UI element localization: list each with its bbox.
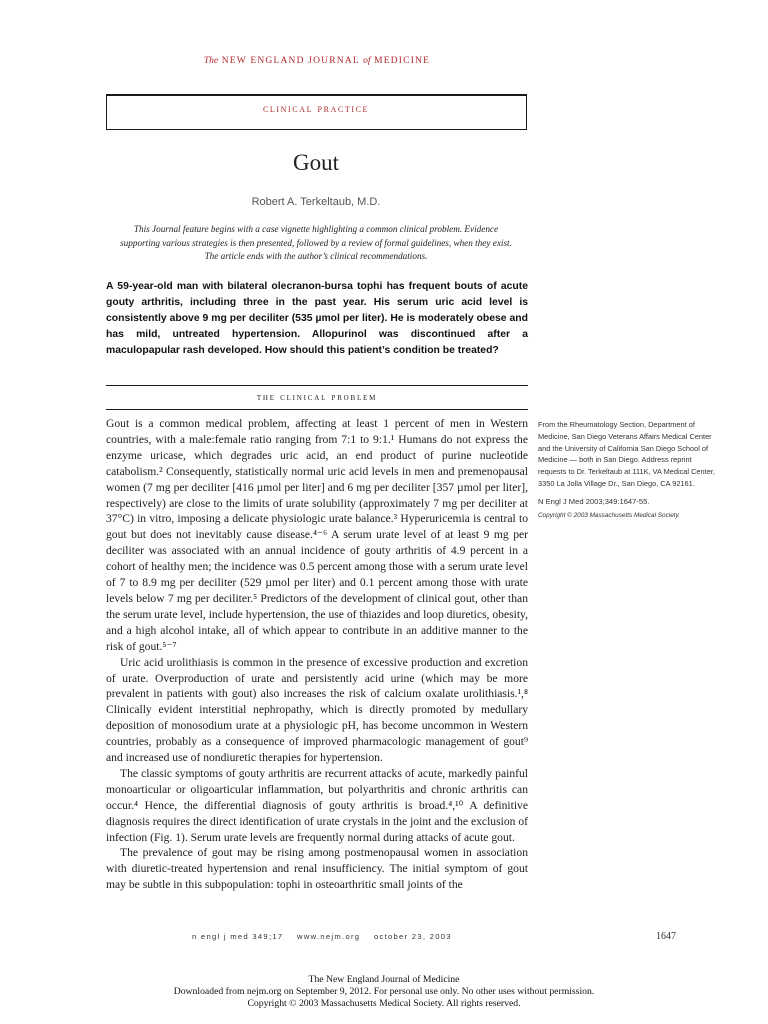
download-footer-notice: Downloaded from nejm.org on September 9, 2012. For personal use only. No other uses without permission. — [173, 986, 595, 998]
body-paragraph: Gout is a common medical problem, affecting at least 1 percent of men in Western countries, with a male:female ratio ranging from 7:1 to 9:1.¹ Humans do not express the enzyme uricase, which degrades uric acid, an end product of purine nucleotide catabolism.² Consequently, statistically normal uric acid levels in men and premenopausal women (7 mg per deciliter [416 µmol per liter] and 6 mg per deciliter [357 µmol per liter], respectively) are close to the limits of urate solubility (approximately 7 mg per deciliter at 37°C) in vitro, imposing a delicate physiologic urate balance.³ Hyperuricemia is central to gout but does not inevitably cause disease.⁴⁻⁶ A serum urate level of at least 9 mg per deciliter was associated with an annual incidence of gouty arthritis of 4.9 percent in a cohort of healthy men; the incidence was 0.5 percent among those with a serum urate level of 7 to 8.9 mg per deciliter (529 µmol per liter) and 0.1 percent among those with urate levels below 7 mg per deciliter.⁵ Predictors of the development of clinical gout, other than the serum urate level, include hypertension, the use of thiazides and loop diuretics, obesity, and a high alcohol intake, all of which appear to contribute in an additive manner to the risk of gout.⁵⁻⁷ — [106, 417, 528, 653]
article-body — [106, 416, 528, 893]
journal-running-head — [0, 56, 634, 66]
download-footer-copyright: Copyright © 2003 Massachusetts Medical Society. All rights reserved. — [247, 998, 521, 1010]
case-vignette: A 59-year-old man with bilateral olecranon-bursa tophi has frequent bouts of acute gouty arthritis, including three in the past year. His serum uric acid level is consistently above 9 mg per deciliter (535 µmol per liter). He is moderately obese and has mild, untreated hypertension. Allopurinol was discontinued after a maculopapular rash developed. How should this patient’s condition be treated? — [106, 281, 528, 356]
section-heading: the clinical problem — [256, 392, 378, 403]
download-footer-journal: The New England Journal of Medicine — [308, 974, 460, 985]
subhead-top-rule — [106, 385, 528, 386]
body-paragraph: The prevalence of gout may be rising among postmenopausal women in association with diuretic-treated hypertension and renal insufficiency. The initial symptom of gout may be subtle in this subpopulation: tophi in osteoarthritic small joints of the — [106, 846, 528, 892]
author-sidebar — [538, 419, 716, 521]
affiliation-note: From the Rheumatology Section, Department of Medicine, San Diego Veterans Affairs Medical Center and the University of California San Diego School of Medicine — both in San Diego. Address reprint requests to Dr. Terkeltaub at 111K, VA Medical Center, 3350 La Jolla Village Dr., San Diego, CA 92161. — [538, 420, 715, 488]
running-head-the: The — [203, 56, 219, 66]
body-paragraph: Uric acid urolithiasis is common in the presence of excessive production and excretion of urate. Overproduction of urate and persistently acid urine (which may be more prevalent in patients with gout) also increases the risk of calcium oxalate urolithiasis.¹,⁸ Clinically evident interstitial nephropathy, which is directly promoted by medullary deposition of monosodium urate at a physiologic pH, has become uncommon in Western countries, probably as a consequence of improved pharmacologic management of gout⁹ and increased use of nondiuretic therapies for hypertension. — [106, 655, 528, 765]
feature-intro: This Journal feature begins with a case vignette highlighting a common clinical problem. Evidence supporting various strategies is then presented, followed by a review of formal guidelines, when they exist. The article ends with the author’s clinical recommendations. — [120, 224, 512, 261]
page-number: 1647 — [656, 931, 676, 942]
body-paragraph: The classic symptoms of gouty arthritis are recurrent attacks of acute, markedly painful monoarticular or oligoarticular inflammation, but polyarthritis and chronic arthritis can occur.⁴ Hence, the differential diagnosis of gouty arthritis is broad.⁴,¹⁰ A definitive diagnosis requires the direct identification of urate crystals in the joint and the exclusion of infection (Fig. 1). Serum urate levels are frequently normal during attacks of acute gout. — [106, 766, 528, 844]
article-author: Robert A. Terkeltaub, M.D. — [251, 196, 381, 208]
running-head-journal-a: NEW ENGLAND JOURNAL — [221, 56, 360, 66]
citation: N Engl J Med 2003;349:1647-55. — [538, 496, 650, 506]
subhead-bottom-rule — [106, 409, 528, 410]
running-head-journal-b: MEDICINE — [374, 56, 431, 66]
section-banner: clinical practice — [262, 103, 370, 115]
banner-right-rule — [526, 94, 527, 130]
sidebar-copyright: Copyright © 2003 Massachusetts Medical Society. — [538, 511, 681, 519]
banner-bottom-rule — [106, 129, 527, 130]
article-title: Gout — [293, 150, 339, 175]
download-footer — [0, 974, 768, 1011]
banner-top-rule — [106, 94, 527, 96]
running-head-of: of — [363, 56, 371, 66]
page-footer-citation: n engl j med 349;17 www.nejm.org october 23, 2003 — [192, 932, 452, 941]
